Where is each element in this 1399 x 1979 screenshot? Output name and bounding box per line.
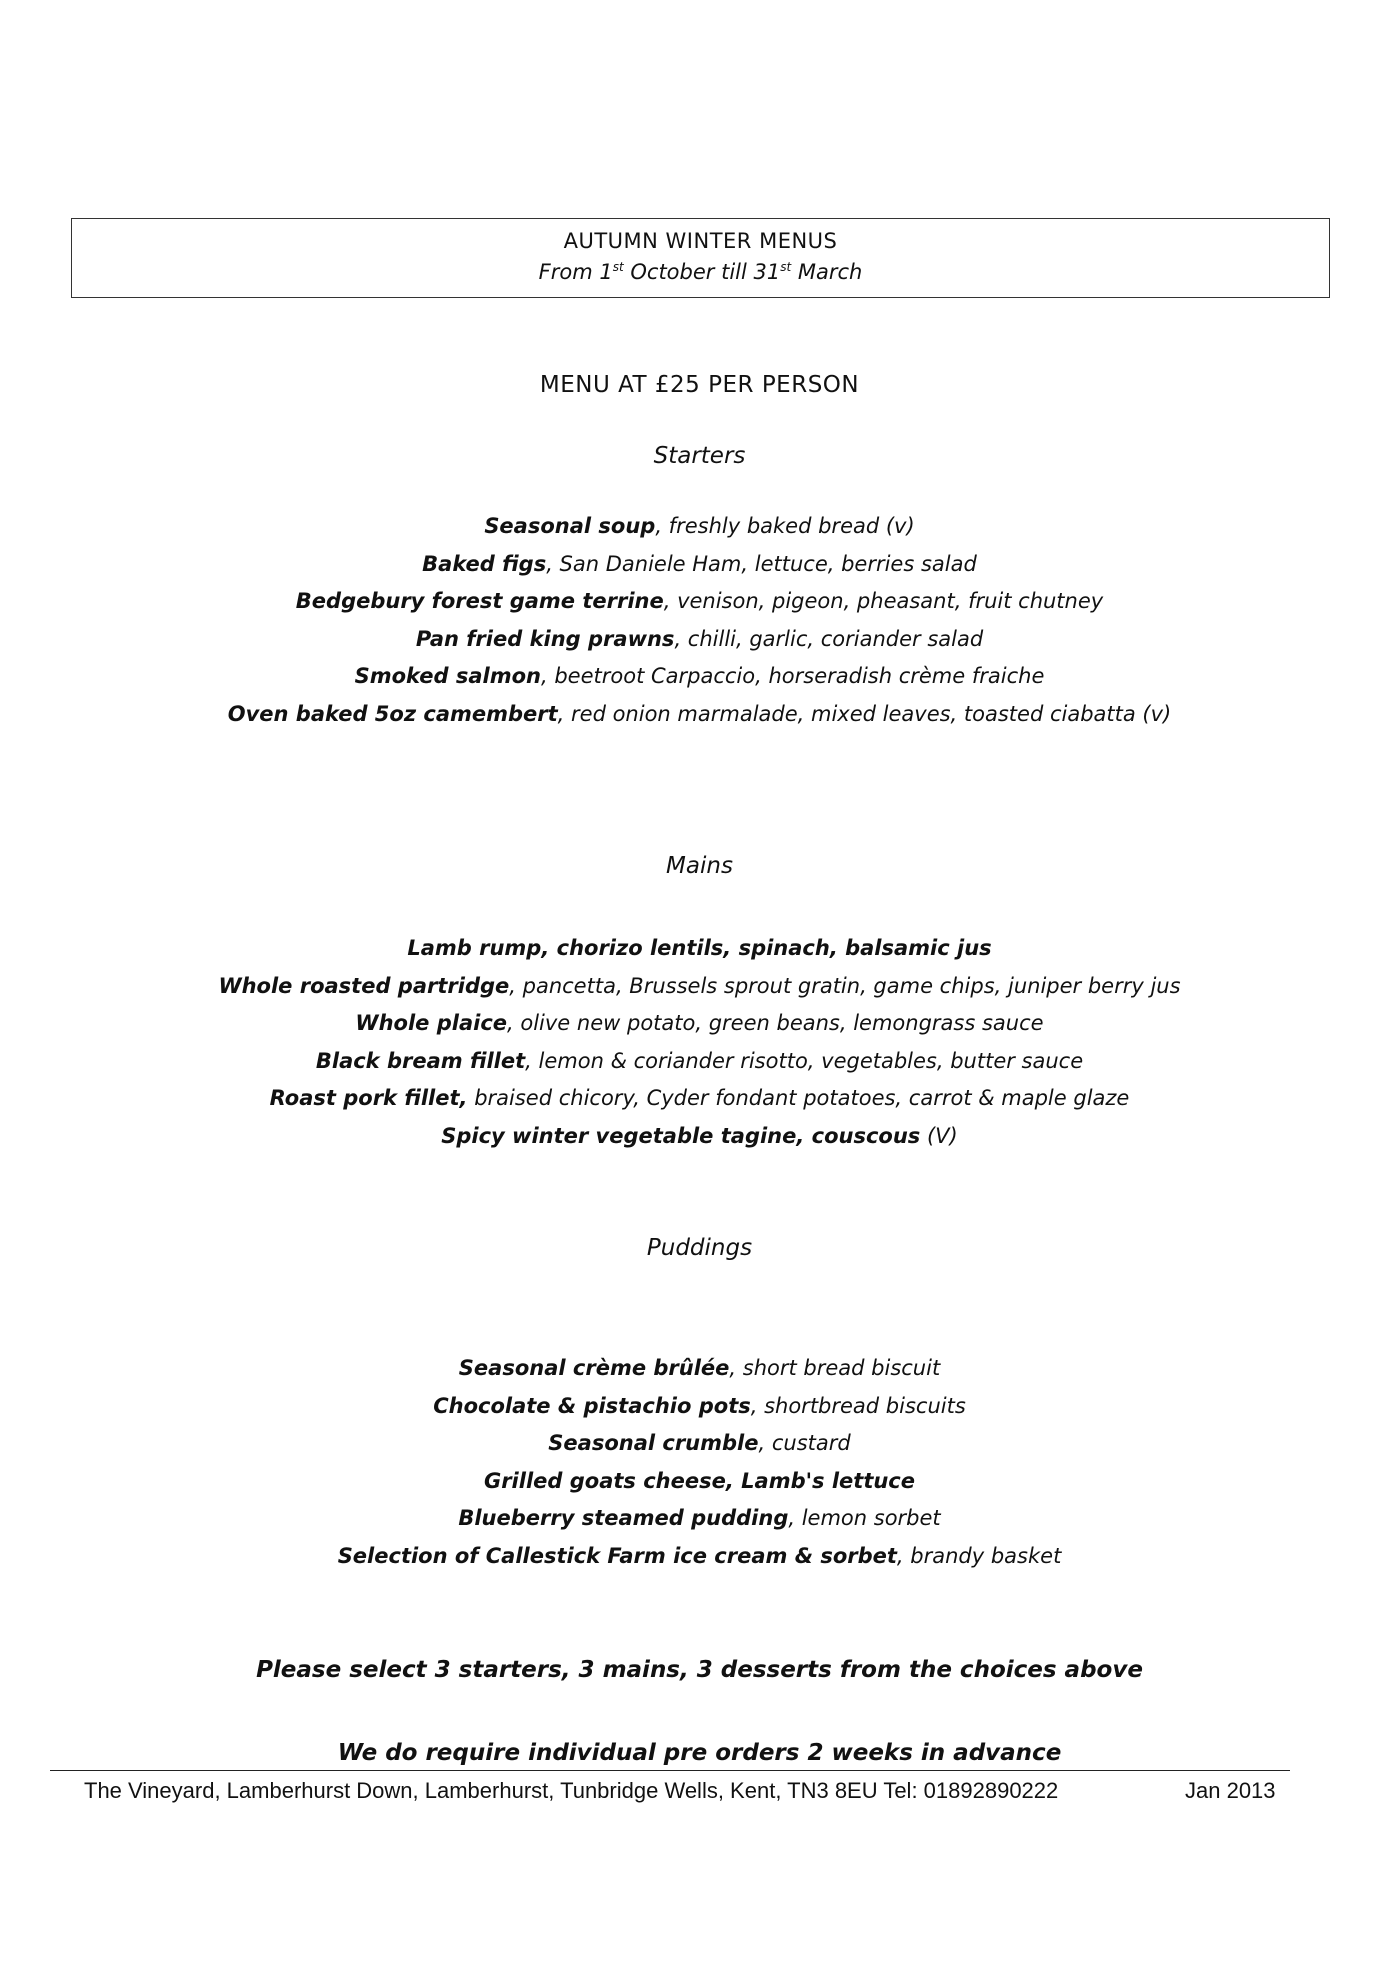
puddings-list — [0, 1350, 1399, 1576]
mains-item — [0, 1043, 1399, 1081]
footer-date: Jan 2013 — [1185, 1778, 1276, 1803]
dish-name: Selection of Callestick Farm ice cream & sorbet — [337, 1543, 897, 1568]
dish-name: Lamb rump, chorizo lentils, spinach, balsamic jus — [407, 936, 992, 960]
dish-name: Smoked salmon — [354, 664, 541, 689]
starters-list — [0, 508, 1399, 734]
starters-item — [0, 508, 1399, 546]
header-dates — [72, 260, 1329, 284]
dish-name: Bedgebury forest game terrine — [295, 589, 664, 614]
starters-item — [0, 658, 1399, 696]
dish-description: , lemon & coriander risotto, vegetables, butter sauce — [525, 1048, 1084, 1073]
dish-description: , venison, pigeon, pheasant, fruit chutney — [663, 589, 1104, 614]
starters-item — [0, 546, 1399, 584]
preorder-note: We do require individual pre orders 2 weeks in advance — [337, 1740, 1062, 1766]
dish-name: Chocolate & pistachio pots — [433, 1393, 751, 1418]
dates-sup-2: st — [780, 260, 792, 274]
puddings-item — [0, 1538, 1399, 1576]
dates-mid: October till 31 — [623, 260, 781, 284]
dish-name: Seasonal crumble — [548, 1431, 759, 1456]
dish-name: Grilled goats cheese, Lamb's lettuce — [483, 1468, 916, 1493]
mains-list — [0, 930, 1399, 1156]
puddings-item — [0, 1425, 1399, 1463]
starters-item — [0, 621, 1399, 659]
dish-name: Seasonal crème brûlée — [458, 1356, 730, 1380]
mains-item — [0, 1080, 1399, 1118]
dish-description: , San Daniele Ham, lettuce, berries salad — [546, 551, 977, 576]
footer-divider — [50, 1770, 1290, 1771]
header-title: AUTUMN WINTER MENUS — [563, 229, 838, 253]
dish-name: Whole plaice — [355, 1011, 508, 1036]
dish-description: , custard — [758, 1431, 851, 1456]
dish-description: , red onion marmalade, mixed leaves, toasted ciabatta (v) — [557, 701, 1172, 726]
dates-suffix: March — [791, 260, 863, 284]
menu-title: MENU AT £25 PER PERSON — [539, 372, 860, 398]
mains-heading: Mains — [666, 853, 733, 879]
dish-description: , chilli, garlic, coriander salad — [674, 626, 984, 651]
dish-description: , lemon sorbet — [788, 1506, 941, 1531]
dates-sup-1: st — [612, 260, 624, 274]
mains-item — [0, 930, 1399, 968]
puddings-item — [0, 1388, 1399, 1426]
mains-item — [0, 968, 1399, 1006]
dish-name: Seasonal soup — [484, 514, 656, 538]
dish-description: , brandy basket — [896, 1543, 1062, 1568]
selection-note: Please select 3 starters, 3 mains, 3 desserts from the choices above — [256, 1657, 1143, 1683]
dish-name: Baked figs — [422, 551, 547, 576]
mains-item — [0, 1118, 1399, 1156]
dish-name: Oven baked 5oz camembert — [227, 701, 558, 726]
dish-name: Pan fried king prawns — [415, 626, 675, 651]
dish-description: braised chicory, Cyder fondant potatoes, carrot & maple glaze — [467, 1086, 1130, 1111]
dish-name: Spicy winter vegetable tagine, couscous — [441, 1123, 921, 1148]
dish-name: Whole roasted partridge — [218, 973, 510, 998]
starters-item — [0, 583, 1399, 621]
puddings-item — [0, 1500, 1399, 1538]
puddings-item — [0, 1463, 1399, 1501]
footer — [84, 1778, 1284, 1804]
mains-item — [0, 1005, 1399, 1043]
dish-name: Black bream fillet — [315, 1048, 526, 1073]
dates-prefix: From 1 — [538, 260, 613, 284]
dish-name: Roast pork fillet, — [269, 1086, 468, 1111]
starters-heading: Starters — [653, 443, 746, 469]
footer-address: The Vineyard, Lamberhurst Down, Lamberhurst, Tunbridge Wells, Kent, TN3 8EU Tel: 01892890222 — [84, 1778, 1059, 1803]
dish-description: , olive new potato, green beans, lemongrass sauce — [507, 1011, 1044, 1036]
dish-description: , short bread biscuit — [729, 1356, 941, 1380]
puddings-item — [0, 1350, 1399, 1388]
header-box — [71, 218, 1330, 298]
dish-name: Blueberry steamed pudding — [458, 1506, 789, 1531]
dish-description: (V) — [920, 1123, 958, 1148]
dish-description: , freshly baked bread (v) — [655, 514, 915, 538]
dish-description: , beetroot Carpaccio, horseradish crème fraiche — [540, 664, 1045, 689]
dish-description: , pancetta, Brussels sprout gratin, game chips, juniper berry jus — [509, 973, 1181, 998]
starters-item — [0, 696, 1399, 734]
puddings-heading: Puddings — [646, 1235, 753, 1261]
dish-description: , shortbread biscuits — [750, 1393, 966, 1418]
